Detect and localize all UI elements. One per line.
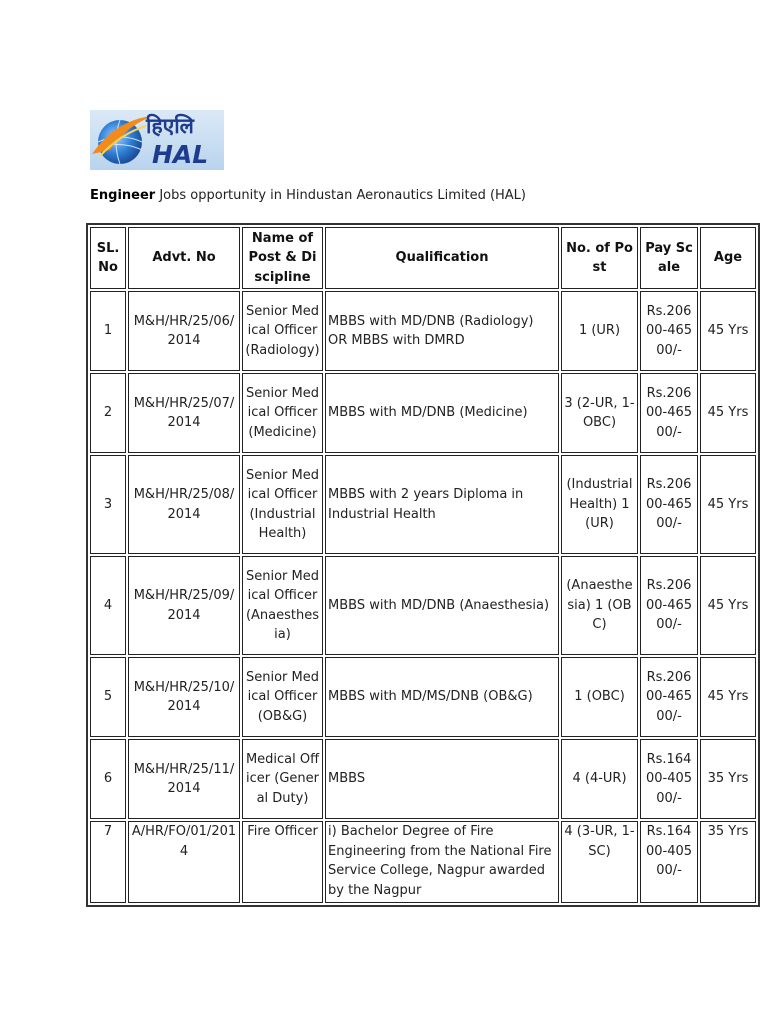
cell-num-post: 1 (OBC) — [561, 657, 638, 737]
header-num-post: No. of Post — [561, 227, 638, 289]
cell-sl: 4 — [90, 556, 126, 655]
cell-post: Senior Medical Officer (OB&G) — [242, 657, 323, 737]
cell-pay-scale: Rs.20600-46500/- — [640, 455, 698, 554]
header-advt: Advt. No — [128, 227, 240, 289]
header-qualification: Qualification — [325, 227, 559, 289]
cell-advt: A/HR/FO/01/2014 — [128, 821, 240, 903]
cell-pay-scale: Rs.20600-46500/- — [640, 556, 698, 655]
cell-advt: M&H/HR/25/07/2014 — [128, 373, 240, 453]
cell-post: Senior Medical Officer (Radiology) — [242, 291, 323, 371]
cell-sl: 3 — [90, 455, 126, 554]
cell-sl: 6 — [90, 739, 126, 819]
cell-qualification: MBBS with MD/DNB (Medicine) — [325, 373, 559, 453]
intro-text — [90, 188, 526, 203]
cell-qualification: MBBS with MD/DNB (Anaesthesia) — [325, 556, 559, 655]
cell-qualification: MBBS — [325, 739, 559, 819]
intro-rest: Jobs opportunity in Hindustan Aeronautics Limited (HAL) — [155, 188, 527, 203]
cell-advt: M&H/HR/25/06/2014 — [128, 291, 240, 371]
table-row — [90, 739, 756, 819]
cell-pay-scale: Rs.20600-46500/- — [640, 291, 698, 371]
header-sl: SL.No — [90, 227, 126, 289]
jobs-table — [86, 223, 760, 907]
table-header-row — [90, 227, 756, 289]
cell-post: Fire Officer — [242, 821, 323, 903]
cell-num-post: (Anaesthesia) 1 (OBC) — [561, 556, 638, 655]
cell-age: 35 Yrs — [700, 739, 756, 819]
table-row — [90, 455, 756, 554]
cell-post: Medical Officer (General Duty) — [242, 739, 323, 819]
cell-advt: M&H/HR/25/09/2014 — [128, 556, 240, 655]
cell-age: 35 Yrs — [700, 821, 756, 903]
cell-pay-scale: Rs.16400-40500/- — [640, 821, 698, 903]
table-row — [90, 821, 756, 903]
table-row — [90, 373, 756, 453]
table-row — [90, 657, 756, 737]
cell-qualification: MBBS with MD/MS/DNB (OB&G) — [325, 657, 559, 737]
cell-advt: M&H/HR/25/08/2014 — [128, 455, 240, 554]
cell-pay-scale: Rs.20600-46500/- — [640, 657, 698, 737]
cell-num-post: 3 (2-UR, 1-OBC) — [561, 373, 638, 453]
cell-sl: 2 — [90, 373, 126, 453]
logo-english-text: HAL — [152, 140, 209, 169]
header-post: Name of Post & Discipline — [242, 227, 323, 289]
cell-num-post: 1 (UR) — [561, 291, 638, 371]
cell-num-post: (Industrial Health) 1 (UR) — [561, 455, 638, 554]
cell-post: Senior Medical Officer (Medicine) — [242, 373, 323, 453]
table-row — [90, 291, 756, 371]
header-pay-scale: Pay Scale — [640, 227, 698, 289]
cell-sl: 7 — [90, 821, 126, 903]
cell-pay-scale: Rs.20600-46500/- — [640, 373, 698, 453]
cell-age: 45 Yrs — [700, 556, 756, 655]
cell-post: Senior Medical Officer (Industrial Health) — [242, 455, 323, 554]
cell-num-post: 4 (3-UR, 1-SC) — [561, 821, 638, 903]
cell-age: 45 Yrs — [700, 455, 756, 554]
cell-pay-scale: Rs.16400-40500/- — [640, 739, 698, 819]
logo-hindi-text: हिएलि — [146, 114, 194, 138]
cell-age: 45 Yrs — [700, 657, 756, 737]
header-age: Age — [700, 227, 756, 289]
cell-qualification: MBBS with MD/DNB (Radiology) OR MBBS with DMRD — [325, 291, 559, 371]
hal-logo — [90, 110, 224, 170]
cell-age: 45 Yrs — [700, 291, 756, 371]
cell-sl: 5 — [90, 657, 126, 737]
cell-sl: 1 — [90, 291, 126, 371]
cell-age: 45 Yrs — [700, 373, 756, 453]
cell-num-post: 4 (4-UR) — [561, 739, 638, 819]
cell-qualification: i) Bachelor Degree of Fire Engineering from the National Fire Service College, Nagpur awarded by the Nagpur — [325, 821, 559, 903]
intro-bold: Engineer — [90, 188, 156, 203]
cell-advt: M&H/HR/25/11/2014 — [128, 739, 240, 819]
cell-advt: M&H/HR/25/10/2014 — [128, 657, 240, 737]
cell-qualification: MBBS with 2 years Diploma in Industrial Health — [325, 455, 559, 554]
table-row — [90, 556, 756, 655]
cell-post: Senior Medical Officer (Anaesthesia) — [242, 556, 323, 655]
